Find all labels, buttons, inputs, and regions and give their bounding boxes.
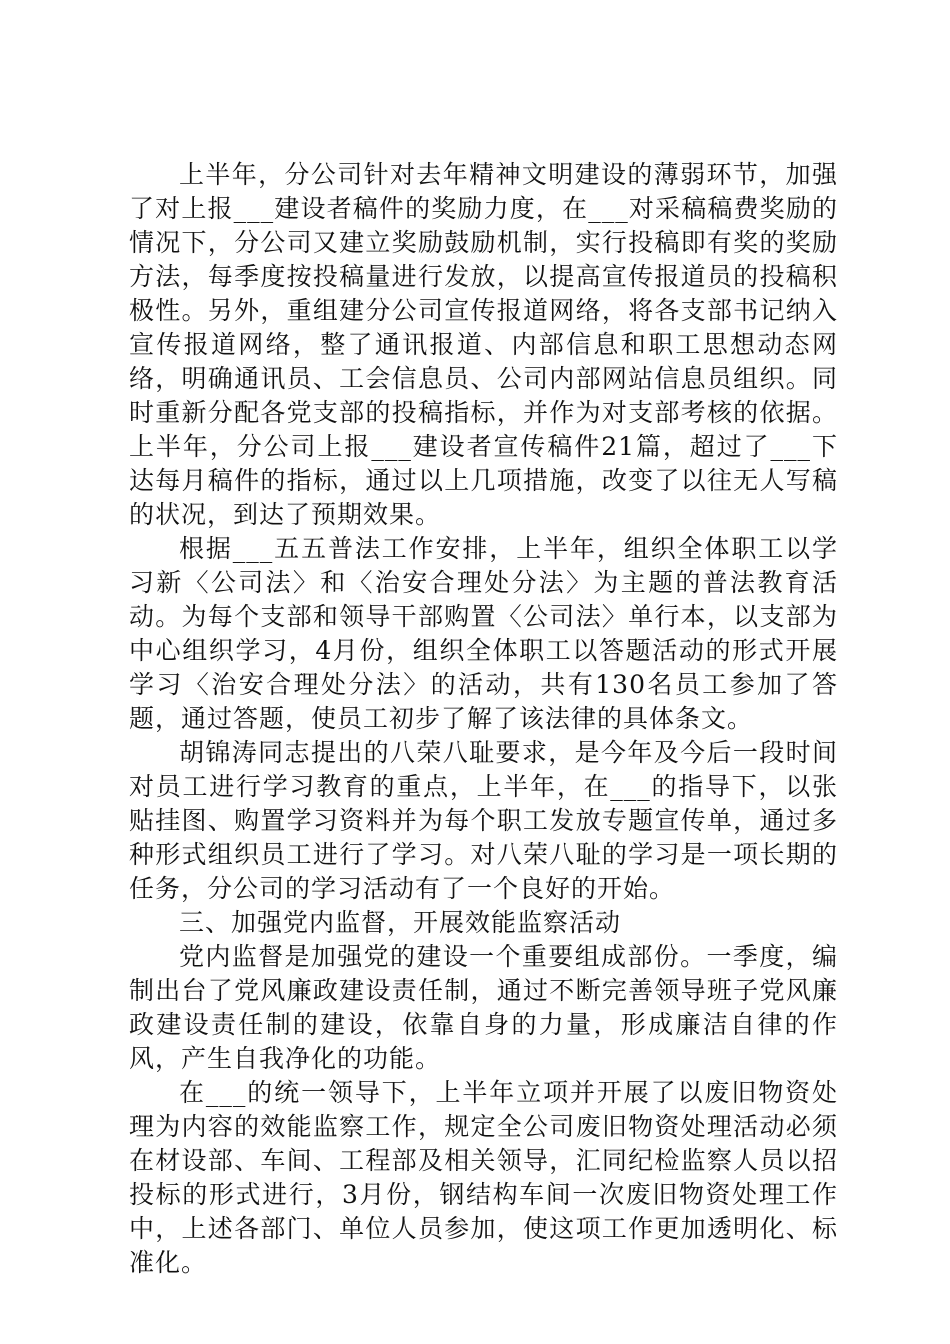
paragraph-efficiency-monitoring: 在___的统一领导下，上半年立项并开展了以废旧物资处理为内容的效能监察工作，规定全公司废旧物资处理活动必须在材设部、车间、工程部及相关领导，汇同纪检监察人员以招投标的形式进行，3月份，钢结构车间一次废旧物资处理工作中，上述各部门、单位人员参加，使这项工作更加透明化、标准化。 <box>129 1078 838 1277</box>
paragraph-legal-education: 根据___五五普法工作安排，上半年，组织全体职工以学习新〈公司法〉和〈治安合理处分法〉为主题的普法教育活动。为每个支部和领导干部购置〈公司法〉单行本，以支部为中心组织学习，4月份，组织全体职工以答题活动的形式开展学习〈治安合理处分法〉的活动，共有130名员工参加了答题，通过答题，使员工初步了解了该法律的具体条文。 <box>129 534 838 733</box>
section-heading-party-supervision: 三、加强党内监督，开展效能监察活动 <box>179 908 622 937</box>
paragraph-party-supervision: 党内监督是加强党的建设一个重要组成部份。一季度，编制出台了党风廉政建设责任制，通过不断完善领导班子党风廉政建设责任制的建设，依靠自身的力量，形成廉洁自律的作风，产生自我净化的功能。 <box>129 942 838 1073</box>
paragraph-eight-honors: 胡锦涛同志提出的八荣八耻要求，是今年及今后一段时间对员工进行学习教育的重点，上半年，在___的指导下，以张贴挂图、购置学习资料并为每个职工发放专题宣传单，通过多种形式组织员工进行了学习。对八荣八耻的学习是一项长期的任务，分公司的学习活动有了一个良好的开始。 <box>129 738 838 903</box>
paragraph-publicity-reporting: 上半年，分公司针对去年精神文明建设的薄弱环节，加强了对上报___建设者稿件的奖励力度，在___对采稿稿费奖励的情况下，分公司又建立奖励鼓励机制，实行投稿即有奖的奖励方法，每季度按投稿量进行发放，以提高宣传报道员的投稿积极性。另外，重组建分公司宣传报道网络，将各支部书记纳入宣传报道网络，整了通讯报道、内部信息和职工思想动态网络，明确通讯员、工会信息员、公司内部网站信息员组织。同时重新分配各党支部的投稿指标，并作为对支部考核的依据。上半年，分公司上报___建设者宣传稿件21篇，超过了___下达每月稿件的指标，通过以上几项措施，改变了以往无人写稿的状况，到达了预期效果。 <box>129 160 838 529</box>
